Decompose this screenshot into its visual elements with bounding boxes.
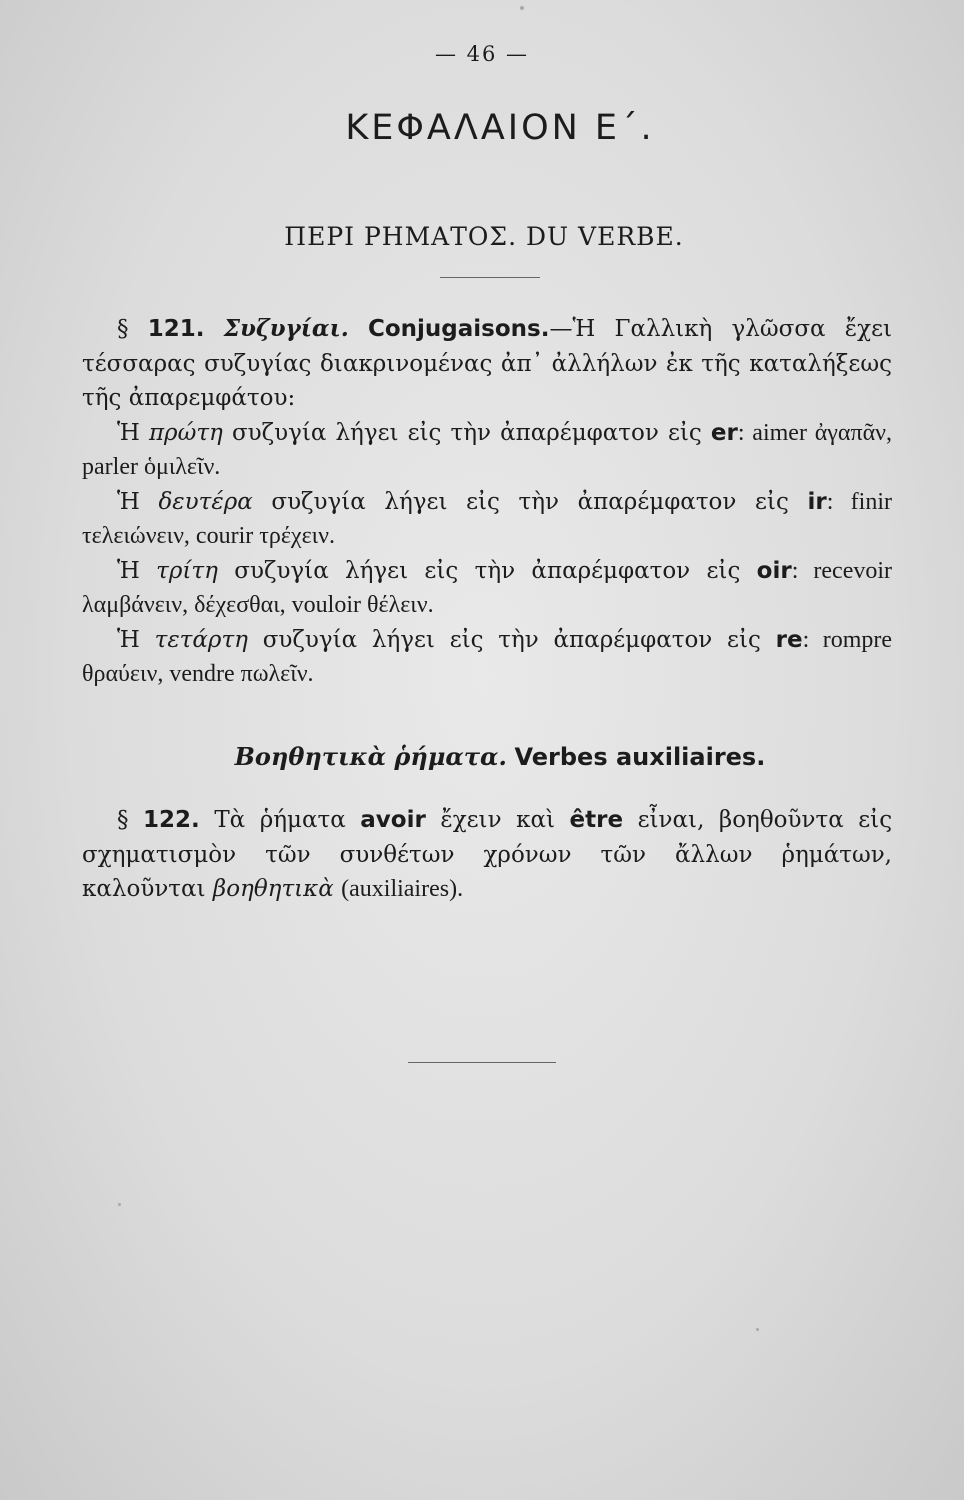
conjugation-1 bbox=[82, 416, 892, 485]
section-title: ΠΕΡΙ ΡΗΜΑΤΟΣ. DU VERBE. bbox=[284, 222, 684, 251]
ordinal: τρίτη bbox=[156, 557, 218, 584]
examples: : recevoir λαμβάνειν, δέχεσθαι, vouloir θέλειν. bbox=[82, 557, 893, 618]
section-122-text bbox=[82, 803, 892, 907]
paper-speck bbox=[118, 1203, 121, 1206]
conjugation-2 bbox=[82, 485, 892, 554]
article: Ἡ bbox=[117, 626, 140, 653]
ending: ir bbox=[807, 488, 827, 515]
section-symbol: § bbox=[117, 316, 129, 342]
section-number: 122. bbox=[143, 807, 200, 833]
divider-rule bbox=[440, 277, 540, 278]
section-symbol: § bbox=[117, 807, 129, 833]
text: Τὰ ῥήματα bbox=[214, 807, 346, 833]
ending: re bbox=[775, 626, 803, 653]
rule-text: συζυγία λήγει εἰς τὴν ἀπαρέμφατον εἰς bbox=[262, 626, 761, 653]
chapter-title: ΚΕΦΑΛΑΙΟΝ Ε΄. bbox=[345, 108, 655, 148]
conjugation-3 bbox=[82, 554, 892, 623]
rule-text: συζυγία λήγει εἰς τὴν ἀπαρέμφατον εἰς bbox=[271, 488, 789, 515]
section-121-intro bbox=[82, 312, 892, 416]
rule-text: συζυγία λήγει εἰς τὴν ἀπαρέμφατον εἰς bbox=[234, 557, 741, 584]
section-122 bbox=[82, 803, 892, 907]
french-subheading: Verbes auxiliaires. bbox=[514, 743, 766, 771]
examples: : rompre θραύειν, vendre πωλεῖν. bbox=[82, 626, 893, 687]
text: ἔχειν καὶ bbox=[440, 807, 555, 833]
section-number: 121. bbox=[147, 316, 205, 342]
auxiliary-term: βοηθητικὰ bbox=[212, 876, 334, 902]
ending: oir bbox=[756, 557, 792, 584]
section-121 bbox=[82, 312, 892, 692]
paper-speck bbox=[520, 6, 524, 10]
article: Ἡ bbox=[117, 557, 140, 584]
greek-subheading: Βοηθητικὰ ῥήματα. bbox=[234, 742, 507, 771]
french-heading: Conjugaisons. bbox=[367, 316, 550, 342]
examples: : finir τελειώνειν, courir τρέχειν. bbox=[82, 488, 892, 549]
greek-heading: Συζυγίαι. bbox=[223, 315, 349, 342]
page-number: — 46 — bbox=[434, 42, 530, 66]
paper-speck bbox=[756, 1328, 759, 1331]
ending: er bbox=[710, 419, 738, 446]
divider-rule-bottom bbox=[408, 1062, 556, 1063]
text: εἶναι, βοηθοῦντα εἰς σχηματισμὸν τῶν συνθέτων χρόνων τῶν ἄλλων ῥημάτων, καλοῦνται bbox=[82, 807, 893, 902]
french-term: (auxiliaires). bbox=[341, 876, 464, 902]
ordinal: πρώτη bbox=[148, 419, 223, 446]
article: Ἡ bbox=[117, 419, 140, 446]
verb-avoir: avoir bbox=[360, 807, 426, 833]
conjugation-4 bbox=[82, 623, 892, 692]
article: Ἡ bbox=[117, 488, 140, 515]
ordinal: τετάρτη bbox=[154, 626, 248, 653]
ordinal: δευτέρα bbox=[158, 488, 253, 515]
examples: : aimer ἀγαπᾶν, parler ὁμιλεῖν. bbox=[82, 419, 893, 480]
rule-text: συζυγία λήγει εἰς τὴν ἀπαρέμφατον εἰς bbox=[231, 419, 702, 446]
auxiliary-verbs-heading bbox=[0, 742, 964, 771]
verb-etre: être bbox=[569, 807, 624, 833]
intro-text: —Ἡ Γαλλικὴ γλῶσσα ἔχει τέσσαρας συζυγίας διακρινομένας ἀπ᾽ ἀλλήλων ἐκ τῆς καταλήξεως τῆς ἀπαρεμφάτου: bbox=[82, 316, 893, 411]
